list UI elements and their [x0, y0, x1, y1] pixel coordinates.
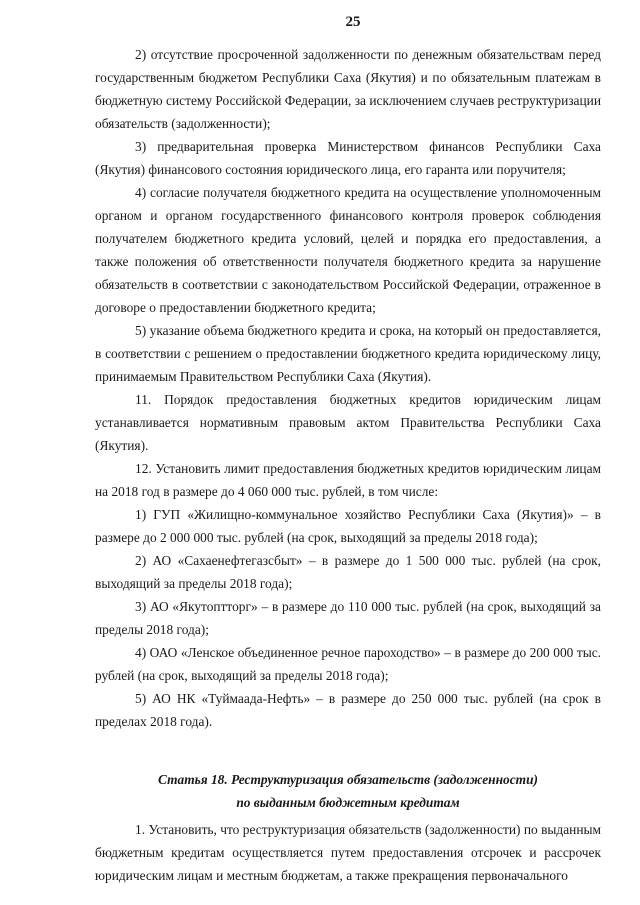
paragraph-5: 5) указание объема бюджетного кредита и срока, на который он предоставляется, в соответствии с решением о предоставлении бюджетного кредита юридическому лицу, принимаемым Правительством Республики Саха (Якутия).: [95, 323, 601, 384]
list-item-2: 2) АО «Сахаенефтегазсбыт» – в размере до 1 500 000 тыс. рублей (на срок, выходящий за пределы 2018 года);: [95, 553, 601, 591]
article-heading: [95, 768, 601, 814]
list-item-1: 1) ГУП «Жилищно-коммунальное хозяйство Республики Саха (Якутия)» – в размере до 2 000 000 тыс. рублей (на срок, выходящий за пределы 2018 года);: [95, 507, 601, 545]
paragraph-12: 12. Установить лимит предоставления бюджетных кредитов юридическим лицам на 2018 год в размере до 4 060 000 тыс. рублей, в том числе:: [95, 461, 601, 499]
page-number: 25: [345, 14, 361, 30]
article-heading-line-2: по выданным бюджетным кредитам: [236, 795, 460, 810]
list-item-3: 3) АО «Якутоптторг» – в размере до 110 000 тыс. рублей (на срок, выходящий за пределы 2018 года);: [95, 599, 601, 637]
article-heading-line-1: Статья 18. Реструктуризация обязательств (задолженности): [157, 772, 539, 787]
paragraph-11: 11. Порядок предоставления бюджетных кредитов юридическим лицам устанавливается нормативным правовым актом Правительства Республики Саха (Якутия).: [95, 392, 601, 453]
paragraph-3: 3) предварительная проверка Министерством финансов Республики Саха (Якутия) финансового состояния юридического лица, его гаранта или поручителя;: [95, 139, 601, 177]
paragraph-4: 4) согласие получателя бюджетного кредита на осуществление уполномоченным органом и органом государственного финансового контроля проверок соблюдения получателем бюджетного кредита условий, целей и порядка его предоставления, а также положения об ответственности получателя бюджетного кредита за нарушение обязательств в соответствии с законодательством Российской Федерации, отраженное в договоре о предоставлении бюджетного кредита;: [95, 185, 601, 315]
paragraph-2: 2) отсутствие просроченной задолженности по денежным обязательствам перед государственным бюджетом Республики Саха (Якутия) и по обязательным платежам в бюджетную систему Российской Федерации, за исключением случаев реструктуризации обязательств (задолженности);: [95, 47, 601, 131]
article-paragraph-1: 1. Установить, что реструктуризация обязательств (задолженности) по выданным бюджетным кредитам осуществляется путем предоставления отсрочек и рассрочек юридическим лицам и местным бюджетам, а также прекращения первоначального: [95, 822, 601, 883]
section-gap: [95, 733, 601, 768]
list-item-5: 5) АО НК «Туймаада-Нефть» – в размере до 250 000 тыс. рублей (на срок в пределах 2018 года).: [95, 691, 601, 729]
document-page: [95, 14, 601, 887]
list-item-4: 4) ОАО «Ленское объединенное речное пароходство» – в размере до 200 000 тыс. рублей (на срок, выходящий за пределы 2018 года);: [95, 645, 601, 683]
